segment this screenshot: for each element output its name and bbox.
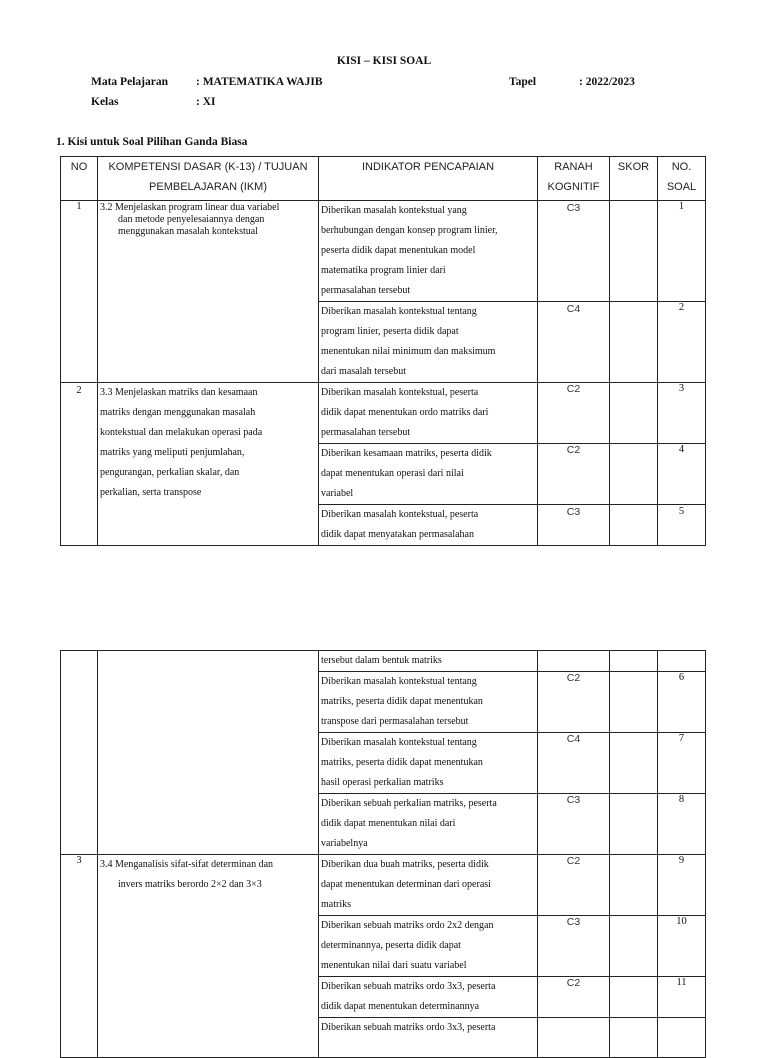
indikator-line: Diberikan masalah kontekstual, peserta bbox=[321, 387, 479, 398]
col-header-indikator: INDIKATOR PENCAPAIAN bbox=[319, 157, 538, 201]
year-value: : 2022/2023 bbox=[579, 76, 635, 88]
indikator-line: Diberikan masalah kontekstual tentang bbox=[321, 306, 477, 317]
ranah-cell bbox=[538, 1018, 610, 1058]
skor-cell bbox=[610, 794, 658, 855]
group-number: 1 bbox=[61, 201, 98, 383]
indikator-cell bbox=[319, 1018, 538, 1058]
col-header-kompetensi-line2: PEMBELAJARAN (IKM) bbox=[149, 181, 267, 193]
skor-cell bbox=[610, 916, 658, 977]
indikator-line: berhubungan dengan konsep program linier, bbox=[321, 225, 498, 236]
indikator-line: Diberikan sebuah matriks ordo 3x3, peserta bbox=[321, 1022, 496, 1033]
col-header-ranah bbox=[538, 157, 610, 201]
indikator-line: variabel bbox=[321, 488, 354, 499]
kompetensi-line: pengurangan, perkalian skalar, dan bbox=[100, 467, 240, 478]
indikator-cell bbox=[319, 201, 538, 302]
indikator-line: hasil operasi perkalian matriks bbox=[321, 777, 444, 788]
skor-cell bbox=[610, 444, 658, 505]
table-row bbox=[61, 651, 706, 672]
indikator-line: Diberikan sebuah perkalian matriks, peserta bbox=[321, 798, 497, 809]
col-header-kompetensi-line1: KOMPETENSI DASAR (K-13) / TUJUAN bbox=[108, 161, 308, 173]
nosoal-cell bbox=[658, 1018, 706, 1058]
skor-cell bbox=[610, 201, 658, 302]
group-number: 2 bbox=[61, 383, 98, 546]
indikator-cell bbox=[319, 302, 538, 383]
kisi-table-part-1 bbox=[60, 156, 706, 546]
col-header-no: NO bbox=[61, 157, 98, 201]
nosoal-cell bbox=[658, 651, 706, 672]
ranah-cell: C2 bbox=[538, 855, 610, 916]
indikator-line: dari masalah tersebut bbox=[321, 366, 406, 377]
ranah-cell: C2 bbox=[538, 977, 610, 1018]
kisi-table-part-2 bbox=[60, 650, 706, 1058]
indikator-cell bbox=[319, 505, 538, 546]
indikator-line: Diberikan kesamaan matriks, peserta didik bbox=[321, 448, 492, 459]
kompetensi-line: kontekstual dan melakukan operasi pada bbox=[100, 427, 263, 438]
group-number: 3 bbox=[61, 855, 98, 1058]
kompetensi-line: invers matriks berordo 2×2 dan 3×3 bbox=[118, 879, 262, 890]
nosoal-cell: 3 bbox=[658, 383, 706, 444]
indikator-cell bbox=[319, 383, 538, 444]
kompetensi-line: 3.3 Menjelaskan matriks dan kesamaan bbox=[100, 387, 258, 398]
nosoal-cell: 11 bbox=[658, 977, 706, 1018]
nosoal-cell: 6 bbox=[658, 672, 706, 733]
col-header-nosoal-line2: SOAL bbox=[666, 181, 697, 193]
kompetensi-line: matriks yang meliputi penjumlahan, bbox=[100, 447, 245, 458]
ranah-cell: C4 bbox=[538, 302, 610, 383]
kompetensi-line: perkalian, serta transpose bbox=[100, 487, 202, 498]
skor-cell bbox=[610, 302, 658, 383]
subject-value: : MATEMATIKA WAJIB bbox=[196, 76, 323, 88]
ranah-cell: C2 bbox=[538, 383, 610, 444]
document-title: KISI – KISI SOAL bbox=[336, 55, 432, 67]
indikator-line: menentukan nilai dari suatu variabel bbox=[321, 960, 467, 971]
indikator-line: dapat menentukan operasi dari nilai bbox=[321, 468, 464, 479]
indikator-cell bbox=[319, 733, 538, 794]
nosoal-cell: 7 bbox=[658, 733, 706, 794]
kompetensi-line: matriks dengan menggunakan masalah bbox=[100, 407, 256, 418]
indikator-line: permasalahan tersebut bbox=[321, 427, 411, 438]
nosoal-cell: 8 bbox=[658, 794, 706, 855]
kompetensi-line: menggunakan masalah kontekstual bbox=[118, 226, 258, 237]
indikator-line: Diberikan masalah kontekstual tentang bbox=[321, 737, 477, 748]
indikator-line: variabelnya bbox=[321, 838, 368, 849]
indikator-line: matriks, peserta didik dapat menentukan bbox=[321, 757, 483, 768]
col-header-nosoal-line1: NO. bbox=[671, 161, 692, 173]
indikator-line: didik dapat menentukan ordo matriks dari bbox=[321, 407, 489, 418]
group-number bbox=[61, 651, 98, 855]
indikator-cell bbox=[319, 444, 538, 505]
skor-cell bbox=[610, 1018, 658, 1058]
indikator-line: matriks, peserta didik dapat menentukan bbox=[321, 696, 483, 707]
skor-cell bbox=[610, 383, 658, 444]
indikator-line: program linier, peserta didik dapat bbox=[321, 326, 459, 337]
skor-cell bbox=[610, 855, 658, 916]
indikator-line: Diberikan sebuah matriks ordo 2x2 dengan bbox=[321, 920, 494, 931]
table-row bbox=[61, 201, 706, 302]
section-title: 1. Kisi untuk Soal Pilihan Ganda Biasa bbox=[56, 136, 248, 148]
indikator-cell bbox=[319, 794, 538, 855]
indikator-line: didik dapat menentukan determinannya bbox=[321, 1001, 480, 1012]
kompetensi-cell bbox=[98, 201, 319, 383]
kompetensi-cell bbox=[98, 383, 319, 546]
nosoal-cell: 1 bbox=[658, 201, 706, 302]
indikator-line: Diberikan masalah kontekstual yang bbox=[321, 205, 467, 216]
nosoal-cell: 4 bbox=[658, 444, 706, 505]
indikator-line: dapat menentukan determinan dari operasi bbox=[321, 879, 491, 890]
ranah-cell: C4 bbox=[538, 733, 610, 794]
table-row bbox=[61, 383, 706, 444]
indikator-cell bbox=[319, 672, 538, 733]
indikator-cell bbox=[319, 916, 538, 977]
col-header-nosoal bbox=[658, 157, 706, 201]
skor-cell bbox=[610, 505, 658, 546]
page-2-region bbox=[0, 640, 768, 1033]
year-label: Tapel bbox=[509, 76, 537, 88]
kompetensi-cell bbox=[98, 855, 319, 1058]
indikator-line: matriks bbox=[321, 899, 351, 910]
kompetensi-line: 3.2 Menjelaskan program linear dua variabel bbox=[100, 202, 280, 213]
ranah-cell: C2 bbox=[538, 672, 610, 733]
indikator-line: Diberikan masalah kontekstual, peserta bbox=[321, 509, 479, 520]
subject-label: Mata Pelajaran bbox=[91, 76, 168, 88]
class-value: : XI bbox=[196, 96, 216, 108]
indikator-line: menentukan nilai minimum dan maksimum bbox=[321, 346, 496, 357]
kompetensi-line: 3.4 Menganalisis sifat-sifat determinan dan bbox=[100, 859, 274, 870]
kompetensi-line: dan metode penyelesaiannya dengan bbox=[118, 214, 265, 225]
skor-cell bbox=[610, 651, 658, 672]
ranah-cell bbox=[538, 651, 610, 672]
class-label: Kelas bbox=[91, 96, 119, 108]
col-header-ranah-line1: RANAH bbox=[554, 161, 593, 173]
indikator-cell bbox=[319, 977, 538, 1018]
indikator-line: Diberikan dua buah matriks, peserta didik bbox=[321, 859, 489, 870]
indikator-line: permasalahan tersebut bbox=[321, 285, 411, 296]
nosoal-cell: 9 bbox=[658, 855, 706, 916]
indikator-line: matematika program linier dari bbox=[321, 265, 446, 276]
nosoal-cell: 10 bbox=[658, 916, 706, 977]
nosoal-cell: 2 bbox=[658, 302, 706, 383]
ranah-cell: C3 bbox=[538, 916, 610, 977]
indikator-line: determinannya, peserta didik dapat bbox=[321, 940, 461, 951]
indikator-cell bbox=[319, 651, 538, 672]
table-header-row bbox=[61, 157, 706, 201]
indikator-line: Diberikan sebuah matriks ordo 3x3, peserta bbox=[321, 981, 496, 992]
nosoal-cell: 5 bbox=[658, 505, 706, 546]
indikator-cell bbox=[319, 855, 538, 916]
col-header-skor: SKOR bbox=[610, 157, 658, 201]
ranah-cell: C2 bbox=[538, 444, 610, 505]
indikator-line: peserta didik dapat menentukan model bbox=[321, 245, 476, 256]
indikator-line: transpose dari permasalahan tersebut bbox=[321, 716, 469, 727]
skor-cell bbox=[610, 733, 658, 794]
indikator-line: Diberikan masalah kontekstual tentang bbox=[321, 676, 477, 687]
skor-cell bbox=[610, 672, 658, 733]
skor-cell bbox=[610, 977, 658, 1018]
ranah-cell: C3 bbox=[538, 201, 610, 302]
ranah-cell: C3 bbox=[538, 505, 610, 546]
indikator-line: didik dapat menyatakan permasalahan bbox=[321, 529, 474, 540]
kompetensi-cell bbox=[98, 651, 319, 855]
col-header-kompetensi bbox=[98, 157, 319, 201]
indikator-line: didik dapat menentukan nilai dari bbox=[321, 818, 456, 829]
table-row bbox=[61, 855, 706, 916]
col-header-ranah-line2: KOGNITIF bbox=[547, 181, 600, 193]
indikator-line: tersebut dalam bentuk matriks bbox=[321, 655, 442, 666]
ranah-cell: C3 bbox=[538, 794, 610, 855]
